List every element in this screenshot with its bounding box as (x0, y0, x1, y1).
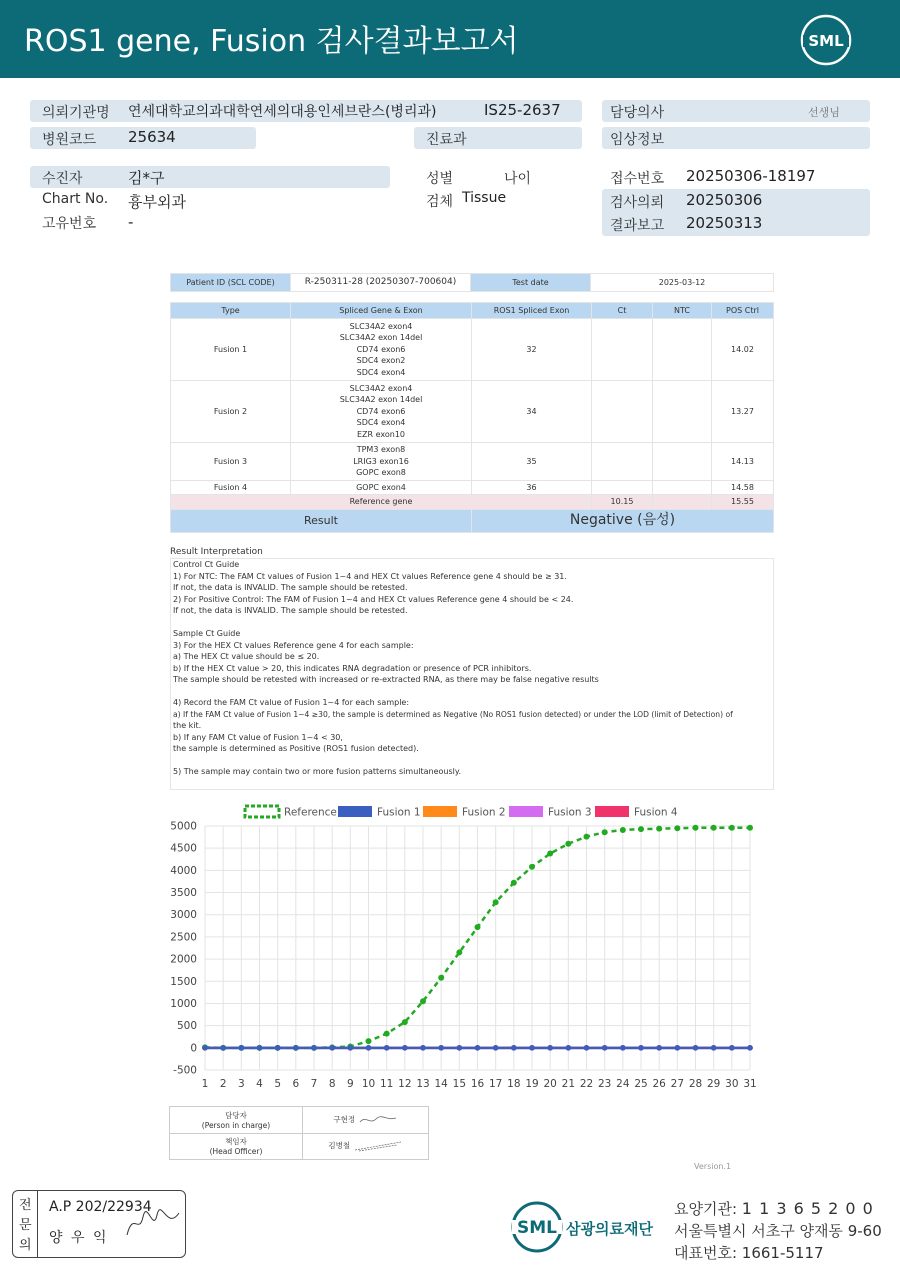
ct-value (592, 481, 653, 495)
y-tick-label: 1500 (170, 975, 197, 988)
legend-label: Reference (284, 806, 337, 819)
y-tick-label: 3000 (170, 909, 197, 922)
hospital-code-value: 25634 (128, 128, 176, 146)
stamp-side-char: 의 (19, 1238, 32, 1253)
legend-label: Fusion 1 (377, 806, 421, 819)
y-tick-label: 4500 (170, 842, 197, 855)
report-date-value: 20250313 (686, 214, 763, 232)
interpretation-line: If not, the data is INVALID. The sample should be retested. (173, 606, 408, 615)
test-date-label: Test date (471, 274, 591, 292)
gene-line: CD74 exon6 (356, 406, 406, 416)
data-point-fusion-1 (566, 1045, 572, 1051)
pos-ctrl-value: 13.27 (712, 381, 774, 443)
patient-id-value: R-250311-28 (20250307-700604) (291, 274, 471, 292)
data-point-fusion-1 (693, 1045, 699, 1051)
interpretation-line: the kit. (173, 721, 202, 730)
legend-label: Fusion 3 (548, 806, 592, 819)
y-tick-label: -500 (173, 1064, 197, 1077)
chart-no-value: 흉부외과 (128, 193, 186, 211)
footer-code-value: 1 1 3 6 5 2 0 0 (741, 1199, 874, 1218)
interpretation-line (171, 617, 773, 629)
interpretation-line: Sample Ct Guide (173, 629, 241, 638)
data-point-reference (638, 826, 644, 832)
person-label: 담당자 (225, 1110, 247, 1120)
x-tick-label: 25 (634, 1078, 648, 1090)
gene-line: GOPC exon4 (356, 482, 406, 492)
receipt-label: 접수번호 (610, 171, 665, 187)
stamp-side (13, 1191, 38, 1257)
interpretation-line: a) If the FAM Ct value of Fusion 1~4 ≥30, the sample is determined as Negative (No ROS1 fusion detected) or under the LOD (limit of Detection) of (173, 709, 733, 719)
y-tick-label: 4000 (170, 864, 197, 877)
gene-line: SLC34A2 exon4 (349, 321, 413, 331)
person-label-en: (Person in charge) (201, 1120, 271, 1130)
interpretation-line: b) If the HEX Ct value > 20, this indicates RNA degradation or presence of PCR inhibitors. (173, 663, 532, 673)
x-tick-label: 13 (416, 1078, 430, 1090)
stamp-side-char: 문 (19, 1218, 32, 1233)
gene-line: SDC4 exon4 (356, 418, 406, 428)
patient-value: 김*구 (128, 169, 165, 187)
stamp-side-char: 전 (19, 1198, 32, 1213)
fusion-type: Fusion 3 (171, 443, 291, 481)
data-point-fusion-1 (348, 1045, 354, 1051)
data-point-fusion-1 (257, 1045, 263, 1051)
result-label: Result (171, 510, 472, 533)
data-point-reference (547, 851, 553, 857)
reference-label: Reference gene (171, 495, 592, 510)
x-tick-label: 14 (434, 1078, 448, 1090)
x-tick-label: 15 (452, 1078, 467, 1090)
doctor-suffix: 선생님 (808, 106, 840, 119)
pos-ctrl-value: 14.02 (712, 319, 774, 381)
hospital-code-label: 병원코드 (42, 132, 97, 148)
x-tick-label: 3 (237, 1078, 245, 1090)
data-point-reference (366, 1038, 372, 1044)
data-point-reference (656, 826, 662, 832)
x-tick-label: 1 (201, 1078, 209, 1090)
x-tick-label: 5 (274, 1078, 282, 1090)
table-row (171, 443, 774, 481)
column-header: POS Ctrl (712, 303, 774, 319)
stamp-signature-icon (123, 1205, 183, 1245)
interpretation-line: b) If any FAM Ct value of Fusion 1~4 < 30, (173, 732, 343, 742)
ros1-exon: 34 (472, 381, 592, 443)
data-point-reference (620, 827, 626, 833)
y-tick-label: 2000 (170, 953, 197, 966)
version-label: Version.1 (694, 1162, 732, 1171)
column-header: ROS1 Spliced Exon (472, 303, 592, 319)
dept-label: 진료과 (426, 132, 467, 148)
patient-bar (30, 166, 390, 188)
x-tick-label: 2 (219, 1078, 227, 1090)
data-point-fusion-1 (329, 1045, 335, 1051)
data-point-fusion-1 (747, 1045, 753, 1051)
reference-ct: 10.15 (592, 495, 653, 510)
result-table (170, 302, 774, 533)
gene-line: SDC4 exon2 (356, 356, 406, 366)
data-point-fusion-1 (584, 1045, 590, 1051)
specimen-label: 검체 (426, 194, 454, 210)
ntc-value (653, 319, 712, 381)
data-point-fusion-1 (384, 1045, 390, 1051)
footer-org: 삼광의료재단 (566, 1220, 653, 1238)
data-point-reference (693, 825, 699, 831)
data-point-reference (456, 949, 462, 955)
data-point-fusion-1 (475, 1045, 481, 1051)
reference-row (171, 495, 774, 510)
data-point-fusion-1 (402, 1045, 408, 1051)
stamp-number: A.P 202/22934 (49, 1199, 152, 1215)
footer-logo-text: SML (517, 1218, 557, 1238)
gene-line: SLC34A2 exon4 (349, 383, 413, 393)
patient-id-label: Patient ID (SCL CODE) (171, 274, 291, 292)
data-point-fusion-1 (311, 1045, 317, 1051)
interpretation-line (171, 686, 773, 698)
data-point-reference (565, 841, 571, 847)
y-tick-label: 500 (176, 1020, 197, 1033)
interpretation-line: 5) The sample may contain two or more fusion patterns simultaneously. (173, 767, 462, 776)
x-tick-label: 4 (256, 1078, 263, 1090)
test-date-value: 2025-03-12 (591, 274, 774, 292)
data-point-reference (420, 998, 426, 1004)
receipt-value: 20250306-18197 (686, 167, 816, 185)
gene-line: CD74 exon6 (356, 344, 406, 354)
interpretation-line: 2) For Positive Control: The FAM of Fusion 1~4 and HEX Ct values Reference gene 4 should be < 24. (173, 594, 574, 604)
data-point-reference (402, 1019, 408, 1025)
unique-no-value: - (128, 213, 134, 231)
footer-phone-value: 1661-5117 (741, 1244, 824, 1262)
column-header: Ct (592, 303, 653, 319)
pos-ctrl-value: 14.13 (712, 443, 774, 481)
gene-line: TPM3 exon8 (356, 445, 406, 455)
gene-line: EZR exon10 (356, 429, 406, 439)
patient-id-table (170, 273, 774, 292)
legend-swatch (245, 806, 279, 817)
institution-label: 의뢰기관명 (42, 105, 110, 121)
legend-swatch (509, 806, 543, 817)
data-point-fusion-1 (638, 1045, 644, 1051)
ct-value (592, 319, 653, 381)
ntc-value (653, 381, 712, 443)
x-tick-label: 20 (543, 1078, 557, 1090)
data-point-fusion-1 (529, 1045, 535, 1051)
footer-phone (674, 1242, 824, 1263)
data-point-fusion-1 (366, 1045, 372, 1051)
head-name: 김병철 (328, 1141, 351, 1151)
x-tick-label: 12 (398, 1078, 412, 1090)
gene-cell (291, 381, 472, 443)
gene-line: SLC34A2 exon 14del (339, 395, 423, 405)
data-point-reference (438, 975, 444, 981)
table-row (171, 481, 774, 495)
interpretation-box (170, 558, 774, 790)
stamp-name: 양 우 익 (49, 1230, 109, 1246)
data-point-fusion-1 (420, 1045, 426, 1051)
ros1-exon: 36 (472, 481, 592, 495)
column-header: NTC (653, 303, 712, 319)
head-label-en: (Head Officer) (209, 1147, 263, 1157)
data-point-fusion-1 (239, 1045, 245, 1051)
ros1-exon: 32 (472, 319, 592, 381)
data-point-reference (584, 834, 590, 840)
sex-label: 성별 (426, 171, 454, 187)
ntc-value (653, 443, 712, 481)
result-row (171, 510, 774, 533)
fusion-type: Fusion 4 (171, 481, 291, 495)
data-point-fusion-1 (202, 1045, 208, 1051)
x-tick-label: 26 (652, 1078, 666, 1090)
data-point-fusion-1 (438, 1045, 444, 1051)
fusion-type: Fusion 1 (171, 319, 291, 381)
x-tick-label: 8 (328, 1078, 336, 1090)
head-label: 책임자 (225, 1137, 247, 1147)
data-point-fusion-1 (493, 1045, 499, 1051)
head-signature-icon (353, 1139, 403, 1153)
x-tick-label: 11 (379, 1078, 394, 1090)
data-point-reference (384, 1031, 390, 1037)
ntc-value (653, 481, 712, 495)
clinical-label: 임상정보 (610, 132, 665, 148)
data-point-fusion-1 (729, 1045, 735, 1051)
interpretation-line (171, 755, 773, 767)
data-point-fusion-1 (220, 1045, 226, 1051)
gene-line: LRIG3 exon16 (353, 456, 409, 466)
legend-swatch (595, 806, 629, 817)
data-point-reference (711, 825, 717, 831)
data-point-fusion-1 (511, 1045, 517, 1051)
x-tick-label: 27 (670, 1078, 685, 1090)
patient-label: 수진자 (42, 171, 83, 187)
data-point-fusion-1 (457, 1045, 463, 1051)
y-tick-label: 0 (190, 1042, 197, 1055)
footer-address: 서울특별시 서초구 양재동 9-60 (674, 1222, 882, 1240)
data-point-reference (674, 825, 680, 831)
y-tick-label: 2500 (170, 931, 197, 944)
data-point-reference (602, 829, 608, 835)
gene-cell (291, 443, 472, 481)
data-point-reference (475, 924, 481, 930)
ros1-exon: 35 (472, 443, 592, 481)
fusion-type: Fusion 2 (171, 381, 291, 443)
request-date-label: 검사의뢰 (610, 195, 665, 211)
legend-label: Fusion 2 (462, 806, 506, 819)
x-tick-label: 16 (470, 1078, 485, 1090)
interpretation-title: Result Interpretation (170, 547, 263, 557)
interpretation-line: Control Ct Guide (173, 560, 240, 569)
y-tick-label: 3500 (170, 887, 197, 900)
data-point-fusion-1 (620, 1045, 626, 1051)
data-point-fusion-1 (656, 1045, 662, 1051)
sml-logo-text: SML (808, 32, 844, 50)
x-tick-label: 6 (292, 1078, 300, 1090)
reference-pos: 15.55 (712, 495, 774, 510)
interpretation-line: a) The HEX Ct value should be ≤ 20. (173, 652, 320, 661)
x-tick-label: 9 (346, 1078, 354, 1090)
data-point-fusion-1 (675, 1045, 681, 1051)
report-header (0, 0, 900, 78)
request-number: IS25-2637 (484, 101, 561, 119)
gene-cell (291, 481, 472, 495)
institution-value: 연세대학교의과대학연세의대용인세브란스(병리과) (128, 104, 437, 120)
x-tick-label: 29 (706, 1078, 721, 1090)
column-header: Type (171, 303, 291, 319)
footer-logo-icon (510, 1200, 564, 1254)
person-signature-icon (358, 1113, 398, 1127)
table-row (171, 381, 774, 443)
gene-cell (291, 319, 472, 381)
report-title: ROS1 gene, Fusion 검사결과보고서 (24, 24, 519, 59)
interpretation-line: The sample should be retested with increased or re-extracted RNA, as there may be false negative results (173, 675, 599, 684)
doctor-label: 담당의사 (610, 105, 665, 121)
ct-value (592, 381, 653, 443)
x-tick-label: 28 (688, 1078, 703, 1090)
x-tick-label: 22 (579, 1078, 594, 1090)
table-row (171, 319, 774, 381)
footer-phone-label: 대표번호: (674, 1244, 738, 1262)
data-point-fusion-1 (275, 1045, 281, 1051)
request-date-value: 20250306 (686, 191, 763, 209)
pos-ctrl-value: 14.58 (712, 481, 774, 495)
amplification-chart (160, 800, 770, 1095)
sml-logo-icon (800, 14, 852, 66)
footer-code-label: 요양기관: (674, 1200, 738, 1218)
data-point-fusion-1 (711, 1045, 717, 1051)
x-tick-label: 24 (616, 1078, 630, 1090)
specialist-stamp (12, 1190, 186, 1258)
chart-no-label: Chart No. (42, 191, 109, 207)
interpretation-line: 3) For the HEX Ct values Reference gene 4 for each sample: (173, 640, 414, 650)
column-header: Spliced Gene & Exon (291, 303, 472, 319)
unique-no-label: 고유번호 (42, 216, 97, 232)
x-tick-label: 17 (488, 1078, 503, 1090)
x-tick-label: 7 (310, 1078, 318, 1090)
ct-value (592, 443, 653, 481)
data-point-fusion-1 (293, 1045, 299, 1051)
x-tick-label: 18 (507, 1078, 521, 1090)
legend-swatch (423, 806, 457, 817)
data-point-reference (529, 864, 535, 870)
data-point-reference (511, 880, 517, 886)
legend-label: Fusion 4 (634, 806, 678, 819)
footer-code (674, 1198, 874, 1219)
reference-ntc (653, 495, 712, 510)
interpretation-line: 1) For NTC: The FAM Ct values of Fusion 1~4 and HEX Ct values Reference gene 4 should be ≥ 31. (173, 571, 567, 581)
report-date-label: 결과보고 (610, 218, 665, 234)
x-tick-label: 21 (561, 1078, 576, 1090)
interpretation-line: If not, the data is INVALID. The sample should be retested. (173, 583, 408, 592)
interpretation-line: 4) Record the FAM Ct value of Fusion 1~4 for each sample: (173, 698, 410, 707)
specimen-value: Tissue (462, 190, 507, 206)
x-tick-label: 23 (597, 1078, 612, 1090)
x-tick-label: 19 (525, 1078, 539, 1090)
y-tick-label: 1000 (170, 997, 197, 1010)
person-name: 구현정 (333, 1114, 356, 1124)
legend-swatch (338, 806, 372, 817)
data-point-fusion-1 (602, 1045, 608, 1051)
result-value: Negative (음성) (472, 510, 774, 533)
age-label: 나이 (504, 171, 532, 187)
gene-line: SDC4 exon4 (356, 367, 406, 377)
x-tick-label: 30 (725, 1078, 739, 1090)
data-point-reference (493, 899, 499, 905)
data-point-reference (747, 825, 753, 831)
data-point-fusion-1 (547, 1045, 553, 1051)
gene-line: SLC34A2 exon 14del (339, 333, 423, 343)
interpretation-line: the sample is determined as Positive (ROS1 fusion detected). (173, 744, 419, 753)
y-tick-label: 5000 (170, 820, 197, 833)
data-point-reference (729, 825, 735, 831)
signature-table (169, 1106, 429, 1160)
x-tick-label: 10 (361, 1078, 376, 1090)
gene-line: GOPC exon8 (356, 468, 406, 478)
x-tick-label: 31 (743, 1078, 757, 1090)
